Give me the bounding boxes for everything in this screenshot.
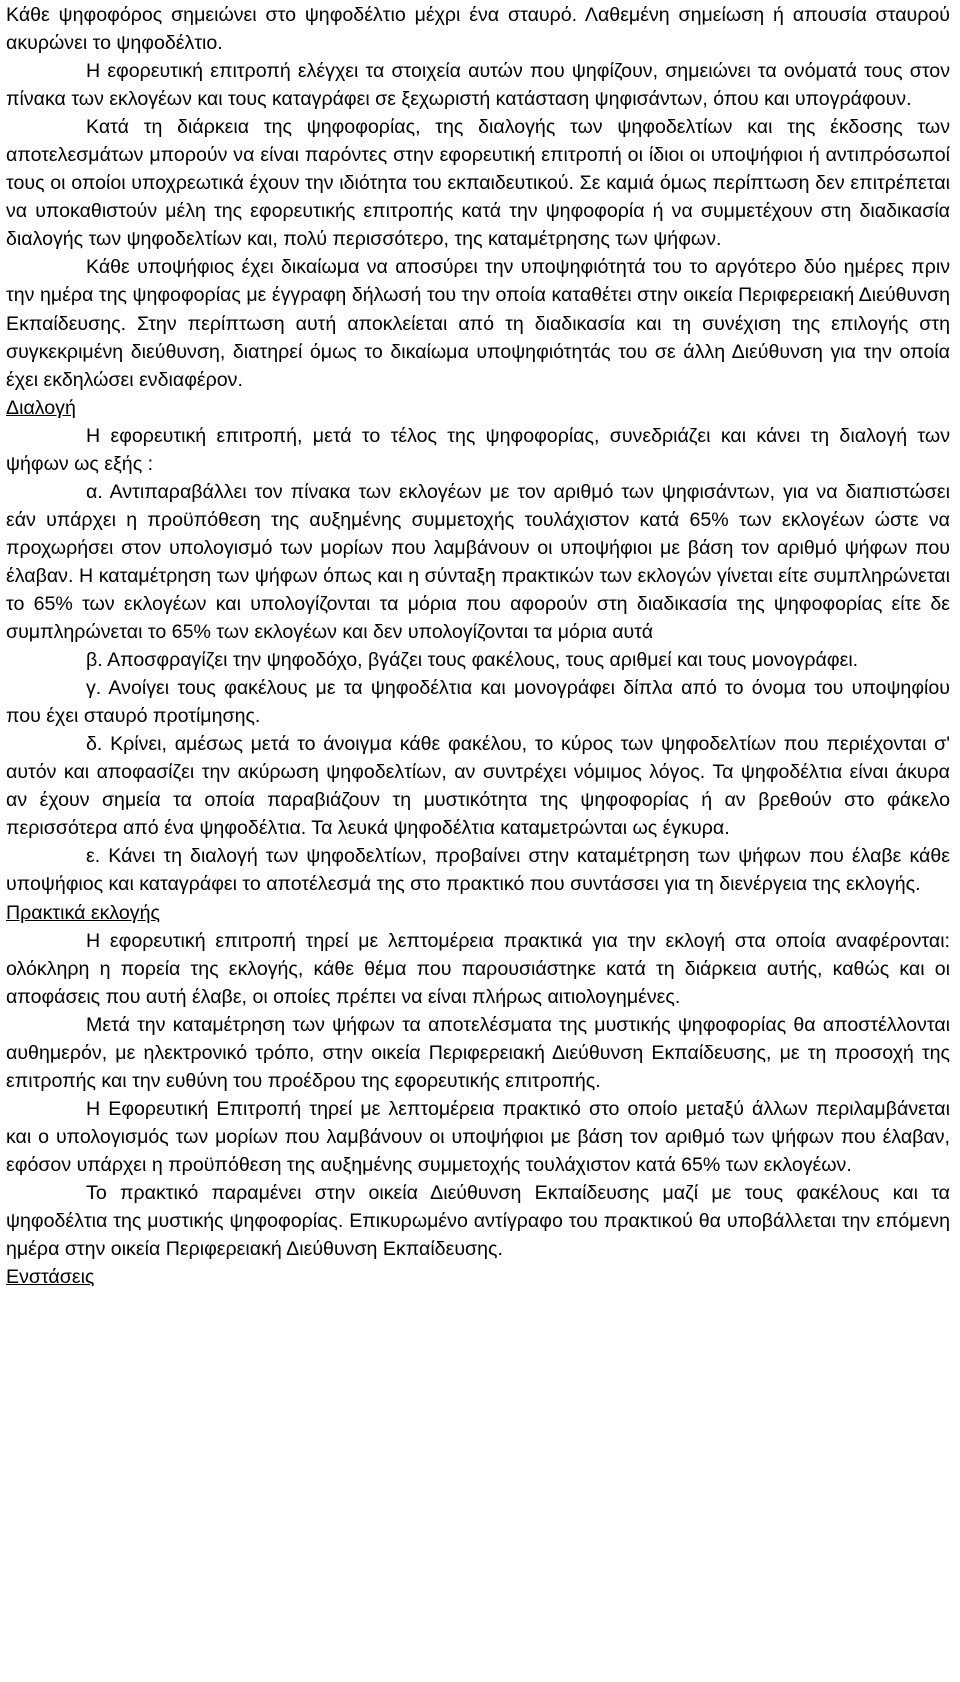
paragraph-candidates-present: Κατά τη διάρκεια της ψηφοφορίας, της διαλογής των ψηφοδελτίων και της έκδοσης των αποτελεσμάτων μπορούν να είναι παρόντες στην εφορευτική επιτροπή οι ίδιοι οι υποψήφιοι ή αντιπρόσωποί τους οι οποίοι υποχρεωτικά έχουν την ιδιότητα του εκπαιδευτικού. Σε καμιά όμως περίπτωση δεν επιτρέπεται να υποκαθιστούν μέλη της εφορευτικής επιτροπής κατά την ψηφοφορία ή να συμμετέχουν στη διαδικασία διαλογής των ψηφοδελτίων και, πολύ περισσότερο, της καταμέτρησης των ψήφων.: [6, 116, 950, 251]
list-item-a: α. Αντιπαραβάλλει τον πίνακα των εκλογέων με τον αριθμό των ψηφισάντων, για να διαπιστώσει εάν υπάρχει η προϋπόθεση της αυξημένης συμμετοχής τουλάχιστον κατά 65% των εκλογέων ώστε να προχωρήσει στον υπολογισμό των μορίων που λαμβάνουν οι υποψήφιοι με βάση τον αριθμό ψήφων που έλαβαν. Η καταμέτρηση των ψήφων όπως και η σύνταξη πρακτικών των εκλογών γίνεται είτε συμπληρώνεται το 65% των εκλογέων και υπολογίζονται τα μόρια που αφορούν στη διαδικασία της ψηφοφορίας είτε δε συμπληρώνεται το 65% των εκλογέων και δεν υπολογίζονται τα μόρια αυτά: [6, 480, 950, 644]
list-item-b: β. Αποσφραγίζει την ψηφοδόχο, βγάζει τους φακέλους, τους αριθμεί και τους μονογράφει.: [86, 649, 859, 672]
heading-enstaseis: Ενστάσεις: [6, 1266, 95, 1289]
list-item-d: δ. Κρίνει, αμέσως μετά το άνοιγμα κάθε φακέλου, το κύρος των ψηφοδελτίων που περιέχονται σ' αυτόν και αποφασίζει την ακύρωση ψηφοδελτίων, αν συντρέχει νόμιμος λόγος. Τα ψηφοδέλτια είναι άκυρα αν έχουν σημεία τα οποία παραβιάζουν τη μυστικότητα της ψηφοφορίας ή αν βρεθούν στο φάκελο περισσότερα από ένα ψηφοδέλτια. Τα λευκά ψηφοδέλτια καταμετρώνται ως έγκυρα.: [6, 733, 950, 840]
list-item-e: ε. Κάνει τη διαλογή των ψηφοδελτίων, προβαίνει στην καταμέτρηση των ψήφων που έλαβε κάθε υποψήφιος και καταγράφει το αποτέλεσμά της στο πρακτικό που συντάσσει για τη διενέργεια της εκλογής.: [6, 845, 950, 896]
heading-praktika: Πρακτικά εκλογής: [6, 901, 160, 924]
paragraph-withdrawal: Κάθε υποψήφιος έχει δικαίωμα να αποσύρει την υποψηφιότητά του το αργότερο δύο ημέρες πριν την ημέρα της ψηφοφορίας με έγγραφη δήλωσή του την οποία καταθέτει στην οικεία Περιφερειακή Διεύθυνση Εκπαίδευσης. Στην περίπτωση αυτή αποκλείεται από τη διαδικασία και τη συνέχιση της επιλογής στη συγκεκριμένη διεύθυνση, διατηρεί όμως το δικαίωμα υποψηφιότητάς του σε άλλη Διεύθυνση για την οποία έχει εκδηλώσει ενδιαφέρον.: [6, 256, 950, 391]
paragraph-points-calculation: Η Εφορευτική Επιτροπή τηρεί με λεπτομέρεια πρακτικό στο οποίο μεταξύ άλλων περιλαμβάνεται και ο υπολογισμός των μορίων που λαμβάνουν οι υποψήφιοι με βάση τον αριθμό των ψήφων που έλαβαν, εφόσον υπάρχει η προϋπόθεση της αυξημένης συμμετοχής τουλάχιστον κατά 65% των εκλογέων.: [6, 1097, 950, 1176]
list-item-c: γ. Ανοίγει τους φακέλους με τα ψηφοδέλτια και μονογράφει δίπλα από το όνομα του υποψηφίου που έχει σταυρό προτίμησης.: [6, 677, 950, 728]
paragraph-minutes-kept: Το πρακτικό παραμένει στην οικεία Διεύθυνση Εκπαίδευσης μαζί με τους φακέλους και τα ψηφοδέλτια της μυστικής ψηφοφορίας. Επικυρωμένο αντίγραφο του πρακτικού θα υποβάλλεται την επόμενη ημέρα στην οικεία Περιφερειακή Διεύθυνση Εκπαίδευσης.: [6, 1181, 950, 1261]
heading-dialogi: Διαλογή: [6, 396, 76, 419]
paragraph-results-sent: Μετά την καταμέτρηση των ψήφων τα αποτελέσματα της μυστικής ψηφοφορίας θα αποστέλλονται αυθημερόν, με ηλεκτρονικό τρόπο, στην οικεία Περιφερειακή Διεύθυνση Εκπαίδευσης, με τη προσοχή της επιτροπής και την ευθύνη του προέδρου της εφορευτικής επιτροπής.: [6, 1013, 950, 1092]
paragraph-committee-checks: Η εφορευτική επιτροπή ελέγχει τα στοιχεία αυτών που ψηφίζουν, σημειώνει τα ονόματά τους στον πίνακα των εκλογέων και τους καταγράφει σε ξεχωριστή κατάσταση ψηφισάντων, όπου και υπογράφουν.: [6, 60, 950, 111]
paragraph-minutes: Η εφορευτική επιτροπή τηρεί με λεπτομέρεια πρακτικά για την εκλογή στα οποία αναφέρονται: ολόκληρη η πορεία της εκλογής, κάθε θέμα που παρουσιάστηκε κατά τη διάρκεια αυτής, καθώς και οι αποφάσεις που αυτή έλαβε, οι οποίες πρέπει να είναι πλήρως αιτιολογημένες.: [6, 929, 950, 1008]
paragraph-ballot-marking: Κάθε ψηφοφόρος σημειώνει στο ψηφοδέλτιο μέχρι ένα σταυρό. Λαθεμένη σημείωση ή απουσία σταυρού ακυρώνει το ψηφοδέλτιο.: [6, 4, 950, 55]
paragraph-counting-intro: Η εφορευτική επιτροπή, μετά το τέλος της ψηφοφορίας, συνεδριάζει και κάνει τη διαλογή των ψήφων ως εξής :: [6, 424, 950, 475]
